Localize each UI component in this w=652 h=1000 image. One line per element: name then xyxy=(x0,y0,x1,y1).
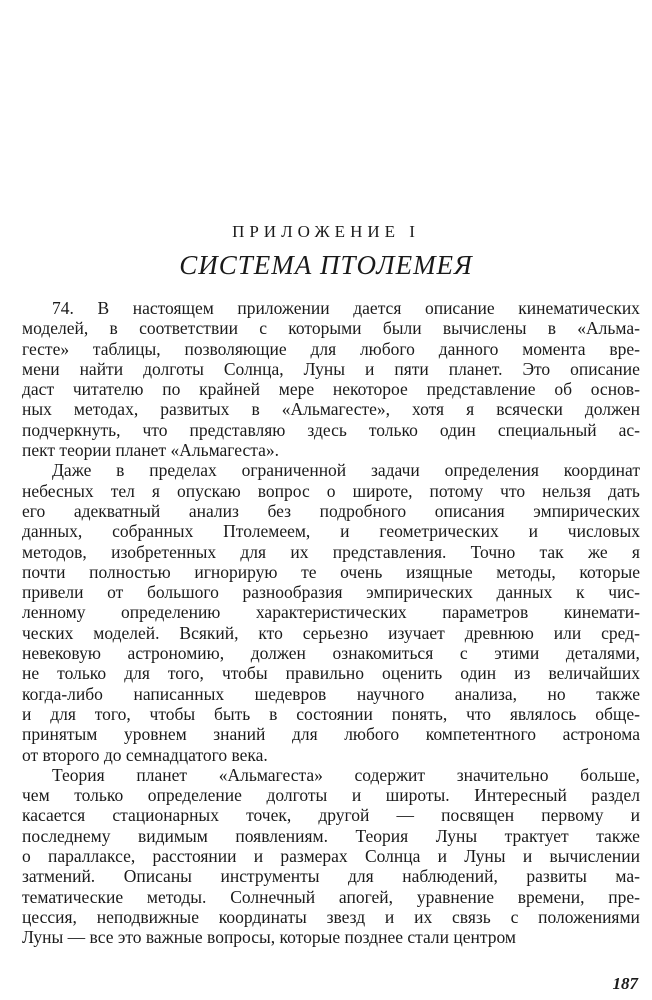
text-line: мени найти долготы Солнца, Луны и пяти планет. Это описание xyxy=(22,358,640,379)
text-line: небесных тел я опускаю вопрос о широте, потому что нельзя дать xyxy=(22,480,640,501)
text-line: цессия, неподвижные координаты звезд и их связь с положениями xyxy=(22,906,640,927)
appendix-label: ПРИЛОЖЕНИЕ I xyxy=(232,222,420,241)
text-line: ческих моделей. Всякий, кто серьезно изучает древнюю или сред- xyxy=(22,622,640,643)
paragraph xyxy=(22,298,640,460)
text-line: Даже в пределах ограниченной задачи определения координат xyxy=(52,460,640,481)
text-line: ленному определению характеристических параметров кинемати- xyxy=(22,602,640,623)
text-line: невековую астрономию, должен ознакомиться с этими деталями, xyxy=(22,643,640,664)
appendix-title: СИСТЕМА ПТОЛЕМЕЯ xyxy=(179,250,473,280)
paragraph xyxy=(22,765,640,948)
text-line: Луны — все это важные вопросы, которые позднее стали центром xyxy=(22,927,516,948)
text-line: и для того, чтобы быть в состоянии понять, что являлось обще- xyxy=(22,703,640,724)
text-line: его адекватный анализ без подробного описания эмпирических xyxy=(22,500,640,521)
text-line: гесте» таблицы, позволяющие для любого данного момента вре- xyxy=(22,338,640,359)
text-line: Теория планет «Альмагеста» содержит значительно больше, xyxy=(52,764,640,785)
text-line: не только для того, чтобы правильно оценить один из величайших xyxy=(22,663,640,684)
text-line: пект теории планет «Альмагеста». xyxy=(22,440,279,461)
text-line: 74. В настоящем приложении дается описание кинематических xyxy=(52,298,640,318)
page-number: 187 xyxy=(612,974,638,993)
text-line: тематические методы. Солнечный апогей, уравнение времени, пре- xyxy=(22,886,640,907)
text-line: касается стационарных точек, другой — посвящен первому и xyxy=(22,805,640,826)
text-line: даст читателю по крайней мере некоторое представление об основ- xyxy=(22,379,640,400)
text-line: привели от большого разнообразия эмпирических данных к чис- xyxy=(22,582,640,603)
text-line: когда-либо написанных шедевров научного анализа, но также xyxy=(22,683,640,704)
text-line: подчеркнуть, что представляю здесь только один специальный ас- xyxy=(22,419,640,440)
text-line: чем только определение долготы и широты. Интересный раздел xyxy=(22,785,640,806)
paragraph xyxy=(22,460,640,764)
text-line: моделей, в соответствии с которыми были вычислены в «Альма- xyxy=(22,318,640,339)
text-line: принятым уровнем знаний для любого компетентного астронома xyxy=(22,724,640,745)
text-line: последнему видимым появлениям. Теория Луны трактует также xyxy=(22,825,640,846)
text-line: от второго до семнадцатого века. xyxy=(22,744,268,765)
text-line: ных методах, развитых в «Альмагесте», хотя я всячески должен xyxy=(22,399,640,420)
text-line: о параллаксе, расстоянии и размерах Солнца и Луны и вычислении xyxy=(22,846,640,867)
text-line: данных, собранных Птолемеем, и геометрических и числовых xyxy=(22,521,640,542)
text-line: почти полностью игнорирую те очень изящные методы, которые xyxy=(22,561,640,582)
body-text xyxy=(22,298,640,948)
text-line: методов, изобретенных для их представления. Точно так же я xyxy=(22,541,640,562)
text-line: затмений. Описаны инструменты для наблюдений, развиты ма- xyxy=(22,866,640,887)
